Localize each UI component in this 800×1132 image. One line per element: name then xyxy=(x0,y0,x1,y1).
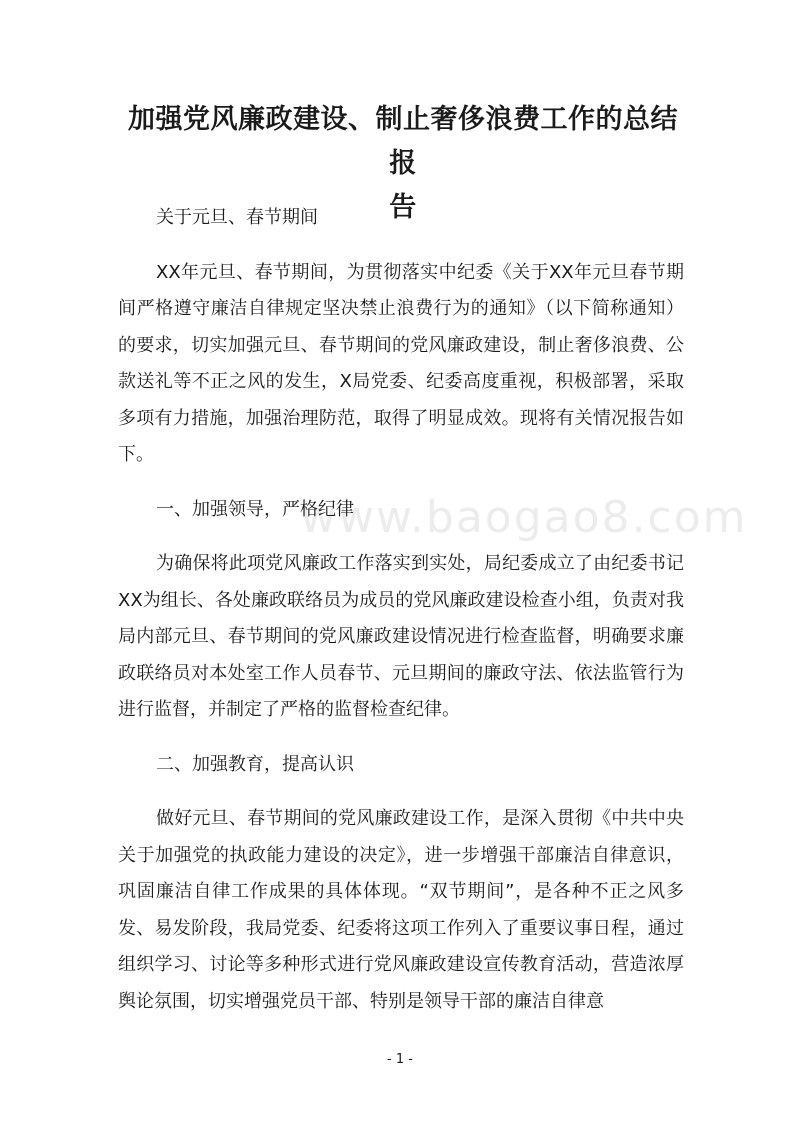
paragraph-section-1: 为确保将此项党风廉政工作落实到实处，局纪委成立了由纪委书记XX为组长、各处廉政联络员为成员的党风廉政建设检查小组，负责对我局内部元旦、春节期间的党风廉政建设情况进行检查监督，明确要求廉政联络员对本处室工作人员春节、元旦期间的廉政守法、依法监管行为进行监督，并制定了严格的监督检查纪律。 xyxy=(118,553,684,720)
paragraph-section-2: 做好元旦、春节期间的党风廉政建设工作，是深入贯彻《中共中央关于加强党的执政能力建设的决定》，进一步增强干部廉洁自律意识，巩固廉洁自律工作成果的具体体现。“双节期间”，是各种不正之风多发、易发阶段，我局党委、纪委将这项工作列入了重要议事日程，通过组织学习、讨论等多种形式进行党风廉政建设宣传教育活动，营造浓厚舆论氛围，切实增强党员干部、特别是领导干部的廉洁自律意 xyxy=(118,808,684,1012)
title-line-1: 加强党风廉政建设、制止奢侈浪费工作的总结报 xyxy=(128,104,678,179)
paragraph-intro: XX年元旦、春节期间，为贯彻落实中纪委《关于XX年元旦春节期间严格遵守廉洁自律规定坚决禁止浪费行为的通知》（以下简称通知）的要求，切实加强元旦、春节期间的党风廉政建设，制止奢侈浪费、公款送礼等不正之风的发生，X局党委、纪委高度重视，积极部署，采取多项有力措施，加强治理防范，取得了明显成效。现将有关情况报告如下。 xyxy=(118,261,684,465)
section-heading-2: 二、加强教育，提高认识 xyxy=(156,753,354,775)
page-number: - 1 - xyxy=(387,1052,413,1067)
section-heading-1: 一、加强领导，严格纪律 xyxy=(156,498,354,520)
title-line-2: 告 xyxy=(389,192,417,223)
watermark: www.baogao8.com xyxy=(300,492,748,543)
document-body xyxy=(118,200,684,1038)
subtitle: 关于元旦、春节期间 xyxy=(156,207,318,228)
